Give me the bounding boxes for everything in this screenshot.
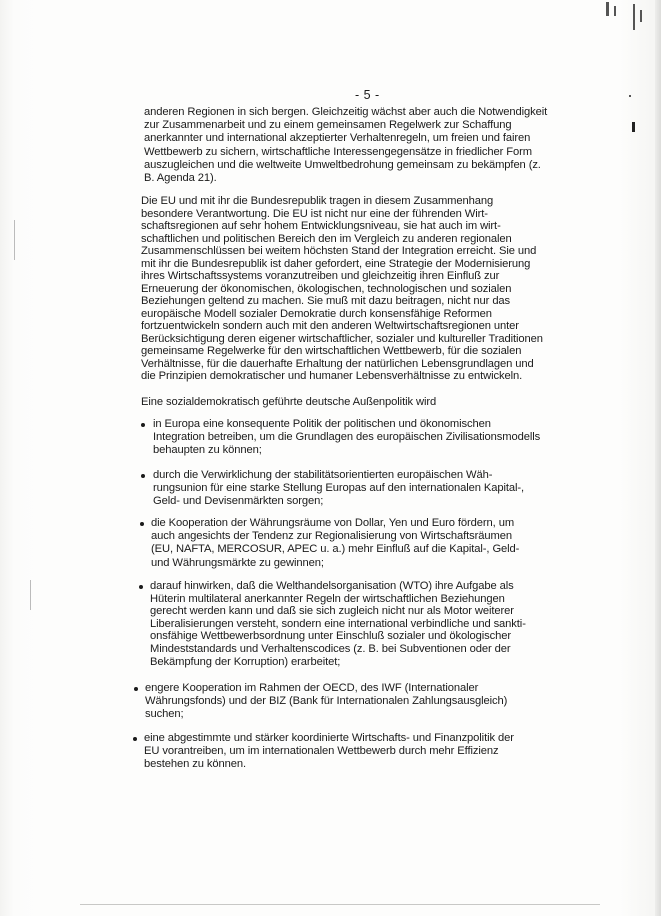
- text-line: die Kooperation der Währungsräume von Dollar, Yen und Euro fördern, um: [151, 517, 515, 529]
- bullet-item: [153, 469, 524, 509]
- scan-mark: [614, 6, 616, 16]
- bullet-item: [144, 732, 514, 772]
- text-line: Erneuerung der ökonomischen, ökologischen, technologischen und sozialen: [141, 282, 512, 295]
- scan-mark: [632, 122, 635, 132]
- text-line: auch angesichts der Tendenz zur Regionalisierung von Wirtschaftsräumen: [151, 530, 512, 543]
- text-line: auszugleichen und die weltweite Umweltbedrohung gemeinsam zu bekämpfen (z.: [144, 158, 541, 171]
- paragraph-2: [141, 195, 543, 383]
- scan-mark: [30, 580, 31, 610]
- scan-mark: [14, 220, 15, 260]
- text-line: Verhältnisse, für die dauerhafte Erhaltung der natürlichen Lebensgrundlagen und: [141, 357, 534, 370]
- paragraph-1: [144, 106, 547, 185]
- bullet-item: [151, 517, 519, 570]
- text-line: Hüterin multilateral anerkannter Regeln der wirtschaftlichen Beziehungen: [150, 592, 505, 605]
- text-line: ihres Wirtschaftssystems voranzutreiben und gleichzeitig ihren Einfluß zur: [141, 270, 500, 282]
- text-line: anerkannter und international akzeptierter Verhaltenregeln, um freien und fairen: [144, 132, 531, 145]
- text-line: Integration betreiben, um die Grundlagen des europäischen Zivilisationsmodells: [153, 431, 541, 444]
- bullet-icon: [134, 687, 138, 691]
- text-line: mit ihr die Bundesrepublik ist daher gefordert, eine Strategie der Modernisierung: [141, 257, 531, 270]
- text-line: die Prinzipien demokratischer und humaner Lebensverhältnisse zu entwickeln.: [141, 370, 523, 382]
- text-line: gemeinsame Regelwerke für den wirtschaftlichen Wettbewerb, für die sozialen: [141, 345, 522, 357]
- text-line: (EU, NAFTA, MERCOSUR, APEC u. a.) mehr Einfluß auf die Kapital-, Geld-: [151, 543, 520, 556]
- text-line: bestehen zu können.: [144, 758, 246, 771]
- scan-mark: [640, 10, 642, 22]
- text-line: durch die Verwirklichung der stabilitätsorientierten europäischen Wäh-: [153, 469, 493, 481]
- text-line: engere Kooperation im Rahmen der OECD, des IWF (Internationaler: [145, 682, 479, 694]
- text-line: Die EU und mit ihr die Bundesrepublik tragen in diesem Zusammenhang: [141, 195, 494, 207]
- scan-mark: [606, 2, 609, 16]
- text-line: Geld- und Devisenmärkten sorgen;: [153, 495, 324, 508]
- text-line: Bekämpfung der Korruption) erarbeitet;: [150, 655, 341, 668]
- bullet-icon: [141, 423, 145, 427]
- bullet-icon: [141, 474, 145, 478]
- bullet-icon: [139, 585, 143, 589]
- text-line: zur Zusammenarbeit und zu einem gemeinsamen Regelwerk zur Schaffung: [144, 119, 512, 132]
- text-line: Wettbewerb zu sichern, wirtschaftliche Interessengegensätze in friedlicher Form: [144, 145, 532, 158]
- text-line: und Währungsmärkte zu gewinnen;: [151, 556, 324, 569]
- scan-mark: [633, 4, 635, 30]
- text-line: in Europa eine konsequente Politik der politischen und ökonomischen: [153, 418, 491, 430]
- text-line: europäische Modell sozialer Demokratie durch konsensfähige Reformen: [141, 307, 492, 320]
- text-line: besondere Verantwortung. Die EU ist nicht nur eine der führenden Wirt-: [141, 207, 488, 220]
- bullet-icon: [140, 522, 144, 526]
- bullet-item: [145, 682, 507, 722]
- text-line: onsfähige Wettbewerbsordnung unter Einschluß sozialer und ökologischer: [150, 630, 511, 643]
- text-line: Beziehungen geltend zu machen. Sie muß mit dazu beitragen, nicht nur das: [141, 295, 511, 307]
- text-line: Eine sozialdemokratisch geführte deutsche Außenpolitik wird: [141, 396, 437, 408]
- text-line: Berücksichtigung deren eigener wirtschaftlicher, sozialer und kultureller Traditionen: [141, 332, 543, 345]
- text-line: fortzuentwickeln sondern auch mit den anderen Weltwirtschaftsregionen unter: [141, 320, 519, 332]
- text-line: B. Agenda 21).: [144, 172, 217, 185]
- text-line: EU vorantreiben, um im internationalen Wettbewerb durch mehr Effizienz: [144, 745, 499, 758]
- text-line: schaftsregionen auf sehr hohem Entwicklungsniveau, sie hat auch im wirt-: [141, 220, 501, 232]
- text-line: gerecht werden kann und daß sie sich zugleich nicht nur als Motor weiterer: [150, 605, 514, 618]
- text-line: rungsunion für eine starke Stellung Europas auf den internationalen Kapital-,: [153, 482, 525, 495]
- text-line: anderen Regionen in sich bergen. Gleichzeitig wächst aber auch die Notwendigkeit: [144, 106, 548, 118]
- bullet-icon: [133, 737, 137, 741]
- bullet-item: [153, 418, 540, 458]
- scan-mark: [80, 904, 600, 905]
- text-line: schaftlichen und politischen Bereich den im Vergleich zu anderen regionalen: [141, 232, 512, 245]
- intro-line: [141, 396, 436, 409]
- text-line: Mindeststandards und Verhaltenscodices (z. B. bei Subventionen oder der: [150, 642, 511, 655]
- scan-mark: [629, 95, 631, 97]
- bullet-item: [150, 580, 526, 668]
- text-line: behaupten zu können;: [153, 444, 262, 457]
- text-line: suchen;: [145, 708, 184, 721]
- text-line: eine abgestimmte und stärker koordinierte Wirtschafts- und Finanzpolitik der: [144, 732, 514, 744]
- text-line: Zusammenschlüssen bei weitem höchsten Stand der Integration erreicht. Sie und: [141, 245, 537, 257]
- text-line: darauf hinwirken, daß die Welthandelsorganisation (WTO) ihre Aufgabe als: [150, 580, 514, 592]
- page-number: - 5 -: [355, 88, 380, 102]
- text-line: Liberalisierungen versteht, sondern eine international verbindliche und sankti-: [150, 617, 526, 630]
- page-edge: [655, 0, 661, 916]
- text-line: Währungsfonds) und der BIZ (Bank für Internationalen Zahlungsausgleich): [145, 695, 508, 708]
